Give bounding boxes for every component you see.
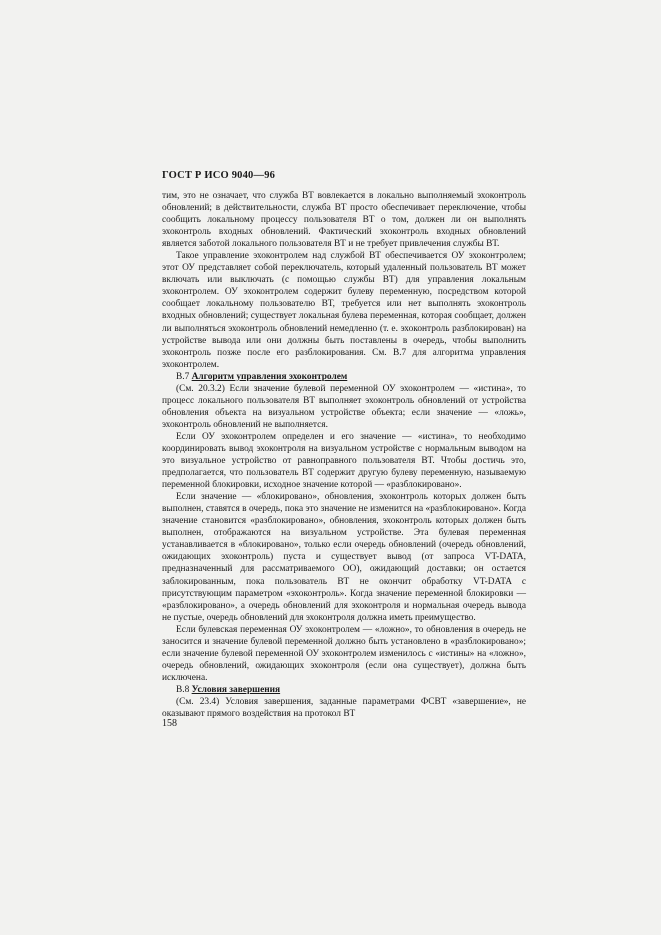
- section-number: В.7: [176, 371, 190, 382]
- section-heading: [162, 371, 526, 383]
- paragraph: Такое управление эхоконтролем над службой ВТ обеспечивается ОУ эхоконтролем; этот ОУ представляет собой переключатель, который удаленный пользователь ВТ может включать или выключать (с помощью службы ВТ) для управления локальным эхоконтролем. ОУ эхоконтролем содержит булеву переменную, посредством которой сообщает локальному пользователю ВТ, требуется или нет выполнять эхоконтроль входных обновлений; существует локальная булева переменная, которая сообщает, должен ли выполняться эхоконтроль обновлений немедленно (т. е. эхоконтроль разблокирован) на устройстве вывода или они должны быть поставлены в очередь, чтобы выполнить эхоконтроль позже после его разблокирования. См. В.7 для алгоритма управления эхоконтролем.: [162, 251, 526, 370]
- page-number: 158: [162, 718, 177, 729]
- section-title: Условия завершения: [191, 684, 281, 695]
- paragraph: (См. 20.3.2) Если значение булевой переменной ОУ эхоконтролем — «истина», то процесс локального пользователя ВТ выполняет эхоконтроль обновлений от устройства обновления объекта на визуальном устройстве объекта; если значение — «ложь», эхоконтроль обновлений не выполняется.: [162, 383, 526, 430]
- paragraph: Если значение — «блокировано», обновления, эхоконтроль которых должен быть выполнен, ставятся в очередь, пока это значение не изменится на «разблокировано». Когда значение становится «разблокировано», обновления, эхоконтроль которых должен быть выполнен, отображаются на визуальном устройстве. Эта булевая переменная устанавливается в «блокировано», только если очередь обновлений (очередь обновлений, ожидающих эхоконтроль) пуста и существует вывод (от запроса VT-DATA, предназначенный для рассматриваемого ОО), ожидающий доставки; он остается заблокированным, пока пользователь ВТ не окончит обработку VT-DATA с присутствующим параметром «эхоконтроль». Когда значение переменной блокировки — «разблокировано», а очередь обновлений для эхоконтроля и нормальная очередь вывода не пустые, очередь обновлений для эхоконтроля должна иметь преимущество.: [162, 492, 526, 623]
- body-text: [162, 190, 526, 720]
- paragraph: Если ОУ эхоконтролем определен и его значение — «истина», то необходимо координировать вывод эхоконтроля на визуальном устройстве с нормальным выводом на это визуальное устройство от равноправного пользователя ВТ. Чтобы достичь это, предполагается, что пользователь ВТ содержит другую булеву переменную, называемую переменной блокировки, исходное значение которой — «разблокировано».: [162, 431, 526, 491]
- page-header: ГОСТ Р ИСО 9040—96: [162, 170, 276, 181]
- paragraph: Если булевская переменная ОУ эхоконтролем — «ложно», то обновления в очередь не заносится и значение булевой переменной должно быть установлено в «разблокировано»; если значение булевой переменной ОУ эхоконтролем изменилось с «истины» на «ложно», очередь обновлений, ожидающих эхоконтроля (если она существует), должна быть исключена.: [162, 624, 526, 683]
- section-number: В.8: [176, 684, 190, 695]
- section-title: Алгоритм управления эхоконтролем: [191, 371, 348, 382]
- section-heading: [162, 684, 526, 696]
- paragraph: (См. 23.4) Условия завершения, заданные параметрами ФСВТ «завершение», не оказывают прямого воздействия на протокол ВТ: [162, 696, 526, 720]
- paragraph: тим, это не означает, что служба ВТ вовлекается в локально выполняемый эхоконтроль обновлений; в действительности, служба ВТ просто обеспечивает переключение, чтобы сообщить локальному процессу пользователя ВТ о том, должен ли он выполнять эхоконтроль входных обновлений. Фактический эхоконтроль входных обновлений является заботой локального пользователя ВТ и не требует привлечения службы ВТ.: [162, 191, 526, 250]
